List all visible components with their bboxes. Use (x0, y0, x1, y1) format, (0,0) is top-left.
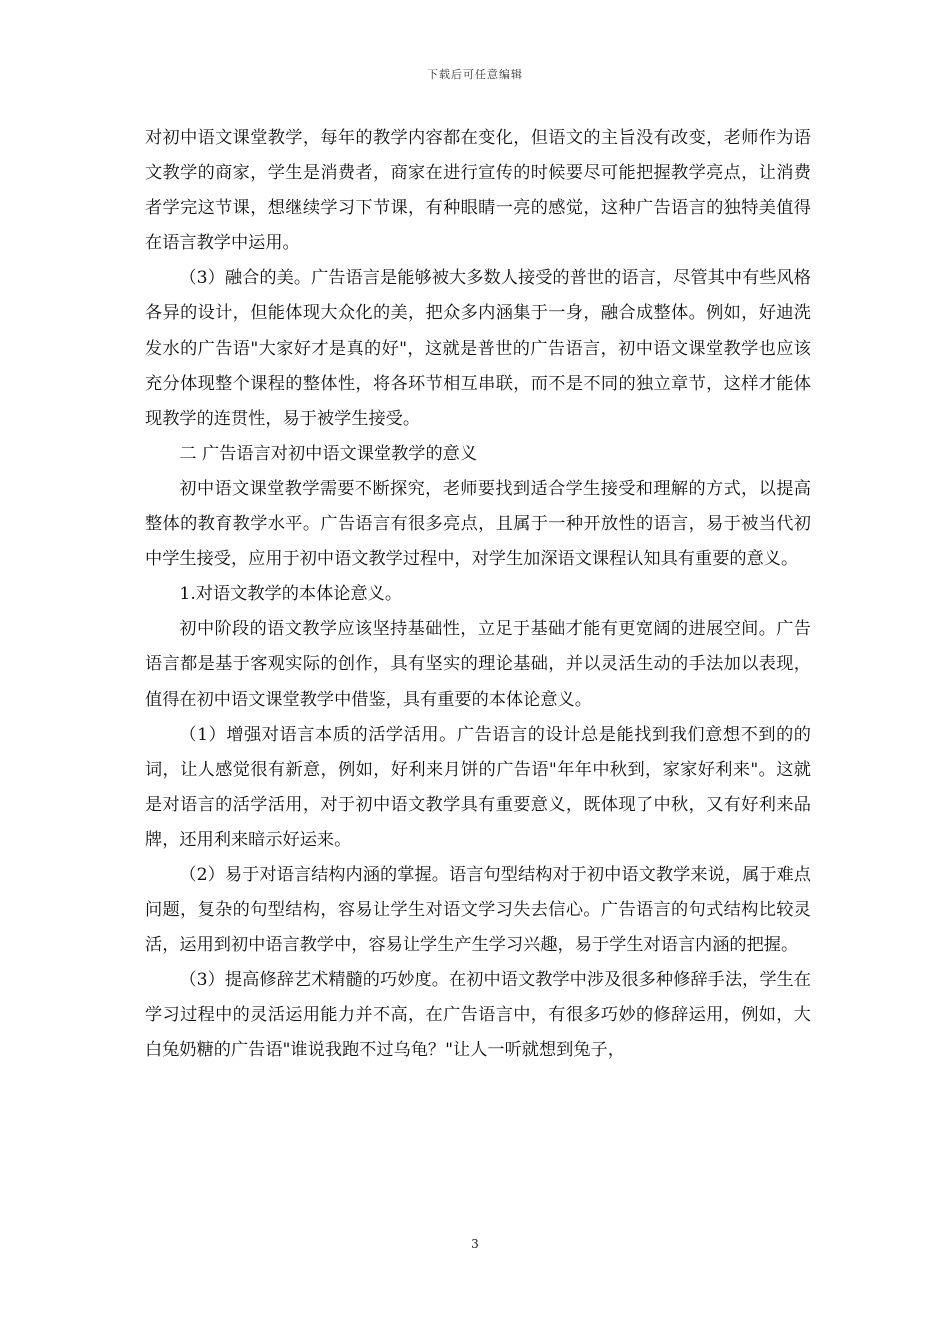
body-text (145, 121, 811, 1069)
paragraph: 初中阶段的语文教学应该坚持基础性，立足于基础才能有更宽阔的进展空间。广告语言都是基于客观实际的创作，具有坚实的理论基础，并以灵活生动的手法加以表现，值得在初中语文课堂教学中借鉴，具有重要的本体论意义。 (145, 619, 811, 710)
paragraph-continuation: 对初中语文课堂教学，每年的教学内容都在变化，但语文的主旨没有改变，老师作为语文教学的商家，学生是消费者，商家在进行宣传的时候要尽可能把握教学亮点，让消费者学完这节课，想继续学习下节课，有种眼睛一亮的感觉，这种广告语言的独特美值得在语言教学中运用。 (145, 128, 811, 254)
subsection-heading: 1.对语文教学的本体论意义。 (179, 584, 403, 605)
paragraph: （3）提高修辞艺术精髓的巧妙度。在初中语文教学中涉及很多种修辞手法，学生在学习过程中的灵活运用能力并不高，在广告语言中，有很多巧妙的修辞运用，例如，大白兔奶糖的广告语"谁说我跑不过乌龟？"让人一听就想到兔子， (145, 970, 811, 1061)
page-number: 3 (471, 1237, 479, 1251)
paragraph: （3）融合的美。广告语言是能够被大多数人接受的普世的语言，尽管其中有些风格各异的设计，但能体现大众化的美，把众多内涵集于一身，融合成整体。例如，好迪洗发水的广告语"大家好才是真的好"，这就是普世的广告语言，初中语文课堂教学也应该充分体现整个课程的整体性，将各环节相互串联，而不是不同的独立章节，这样才能体现教学的连贯性，易于被学生接受。 (145, 268, 811, 429)
page-header: 下载后可任意编辑 (427, 68, 523, 81)
section-heading: 二 广告语言对初中语文课堂教学的意义 (179, 443, 478, 464)
paragraph: 初中语文课堂教学需要不断探究，老师要找到适合学生接受和理解的方式，以提高整体的教育教学水平。广告语言有很多亮点，且属于一种开放性的语言，易于被当代初中学生接受，应用于初中语文教学过程中，对学生加深语文课程认知具有重要的意义。 (145, 478, 811, 570)
paragraph: （1）增强对语言本质的活学活用。广告语言的设计总是能找到我们意想不到的的词，让人感觉很有新意，例如，好利来月饼的广告语"年年中秋到，家家好利来"。这就是对语言的活学活用，对于初中语文教学具有重要意义，既体现了中秋，又有好利来品牌，还用利来暗示好运来。 (145, 724, 811, 850)
paragraph: （2）易于对语言结构内涵的掌握。语言句型结构对于初中语文教学来说，属于难点问题，复杂的句型结构，容易让学生对语文学习失去信心。广告语言的句式结构比较灵活，运用到初中语言教学中，容易让学生产生学习兴趣，易于学生对语言内涵的把握。 (145, 864, 811, 956)
